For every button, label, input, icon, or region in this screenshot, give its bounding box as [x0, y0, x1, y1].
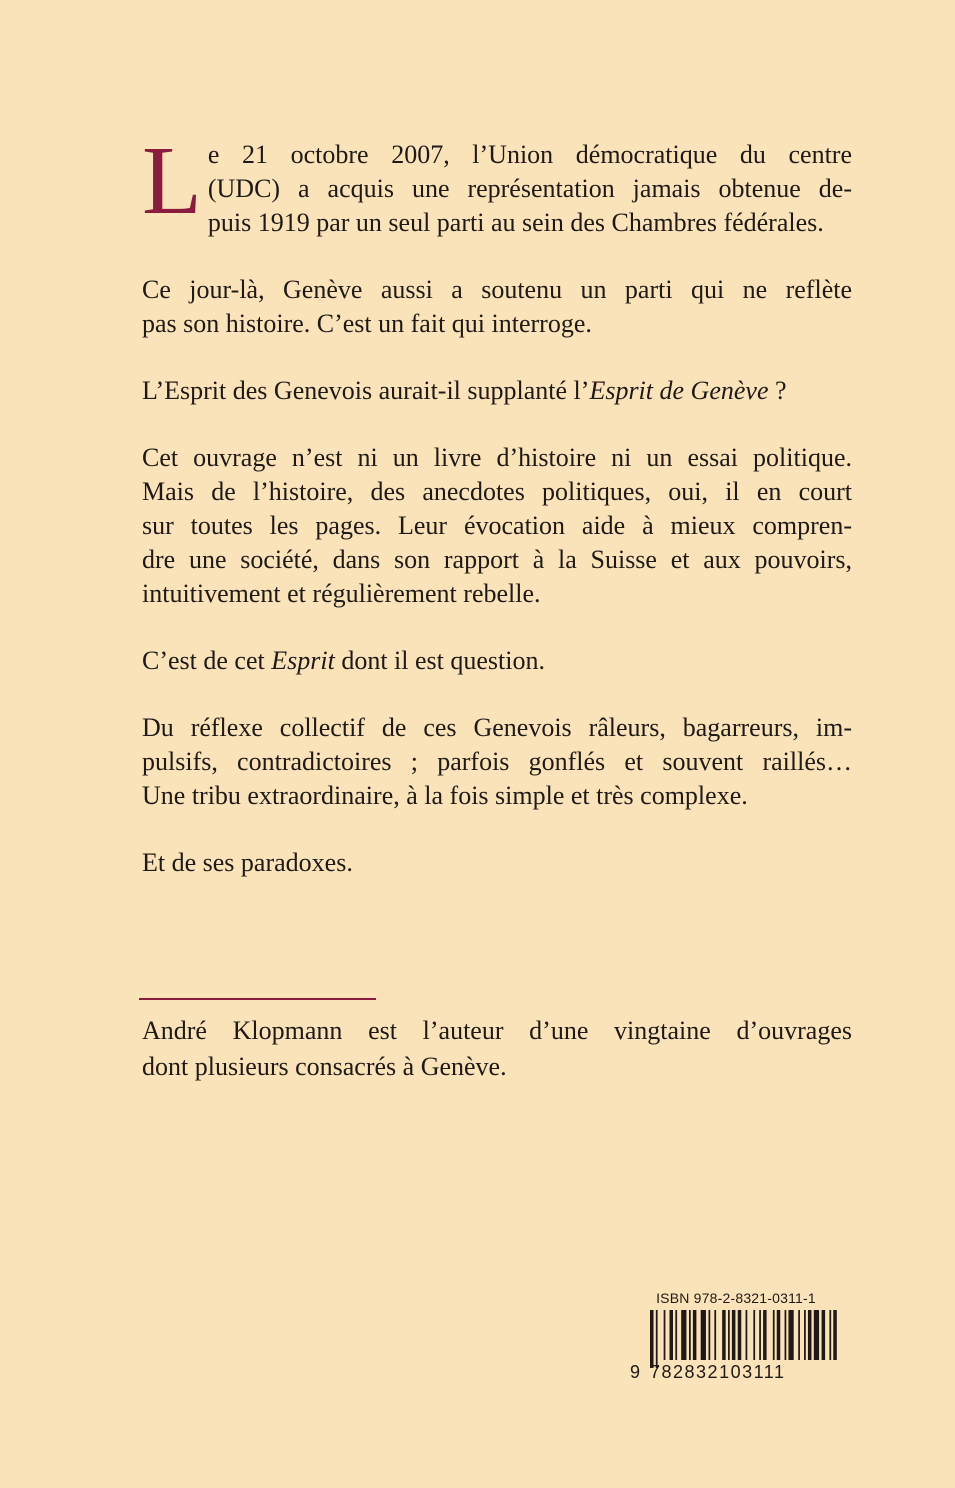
barcode-bar [701, 1310, 706, 1360]
barcode-bar [746, 1310, 748, 1360]
barcode-bar [753, 1310, 755, 1360]
paragraph-paradoxes: Et de ses paradoxes. [142, 848, 353, 877]
question-mark: ? [768, 376, 787, 405]
paragraph-ouvrage [142, 441, 852, 611]
barcode-bar [689, 1310, 691, 1360]
author-bio [142, 1013, 852, 1085]
barcode-bar [728, 1310, 730, 1360]
barcode-bar [681, 1310, 686, 1360]
barcode-bar [670, 1310, 674, 1360]
intro-line-1: e 21 octobre 2007, l’Union démocratique du centre [207, 140, 852, 169]
barcode-icon [628, 1310, 838, 1368]
barcode-bar [656, 1310, 658, 1368]
divider-rule [139, 998, 376, 1000]
question-text: L’Esprit des Genevois aurait-il supplanté l’ [142, 376, 590, 405]
italic-title: Esprit de Genève [589, 376, 769, 405]
barcode-bar [722, 1310, 726, 1360]
bio-line-2: dont plusieurs consacrés à Genève. [142, 1052, 507, 1081]
paragraph-geneve [142, 273, 852, 341]
ean-digits: 782832103111 [650, 1362, 786, 1382]
barcode-bar [709, 1310, 711, 1360]
bio-line-1: André Klopmann est l’auteur d’une vingtaine d’ouvrages [142, 1016, 852, 1045]
barcode-bar [759, 1310, 761, 1360]
barcode-bar [829, 1310, 831, 1360]
barcode-bar [650, 1310, 654, 1368]
italic-esprit: Esprit [271, 646, 335, 675]
paragraph-line: sur toutes les pages. Leur évocation aide à mieux compren- [142, 511, 852, 540]
paragraph-esprit [142, 644, 852, 678]
barcode-bar [773, 1310, 775, 1360]
ean-first-digit: 9 [630, 1362, 642, 1382]
paragraph-reflexe [142, 711, 852, 813]
esprit-text-end: dont il est question. [334, 646, 545, 675]
barcode-bar [664, 1310, 666, 1360]
barcode-bar [814, 1310, 819, 1360]
paragraph-line: Mais de l’histoire, des anecdotes politiques, oui, il en court [142, 477, 852, 506]
barcode-bar [777, 1310, 781, 1360]
barcode-bar [788, 1310, 793, 1360]
barcode-bar [675, 1310, 677, 1360]
barcode-bar [785, 1310, 787, 1360]
barcode-bar [833, 1310, 837, 1360]
intro-line-2: (UDC) a acquis une représentation jamais obtenue de- [207, 174, 852, 203]
paragraph-line: pas son histoire. C’est un fait qui interroge. [142, 309, 592, 338]
barcode-bar [822, 1310, 826, 1360]
barcode-bar [798, 1310, 800, 1360]
paragraph-line: Une tribu extraordinaire, à la fois simple et très complexe. [142, 781, 748, 810]
drop-cap: L [142, 127, 202, 235]
barcode-bar [808, 1310, 812, 1360]
isbn-label: ISBN 978-2-8321-0311-1 [656, 1290, 816, 1306]
esprit-text: C’est de cet [142, 646, 272, 675]
barcode-bar [804, 1310, 806, 1360]
isbn-barcode [628, 1290, 838, 1390]
paragraph-line: intuitivement et régulièrement rebelle. [142, 579, 541, 608]
intro-line-3: puis 1919 par un seul parti au sein des Chambres fédérales. [207, 208, 824, 237]
barcode-bar [738, 1310, 742, 1360]
barcode-bar [693, 1310, 697, 1360]
barcode-bar [732, 1310, 736, 1360]
blurb-text [142, 127, 852, 913]
paragraph-line: Cet ouvrage n’est ni un livre d’histoire ni un essai politique. [142, 443, 852, 472]
paragraph-line: Du réflexe collectif de ces Genevois râleurs, bagarreurs, im- [142, 713, 852, 742]
barcode-bar [763, 1310, 767, 1360]
paragraph-question [142, 374, 852, 408]
paragraph-line: dre une société, dans son rapport à la Suisse et aux pouvoirs, [142, 545, 852, 574]
paragraph-line: pulsifs, contradictoires ; parfois gonflés et souvent raillés… [142, 747, 852, 776]
barcode-bar [714, 1310, 716, 1360]
paragraph-line: Ce jour-là, Genève aussi a soutenu un parti qui ne reflète [142, 275, 852, 304]
intro-paragraph [142, 127, 852, 240]
